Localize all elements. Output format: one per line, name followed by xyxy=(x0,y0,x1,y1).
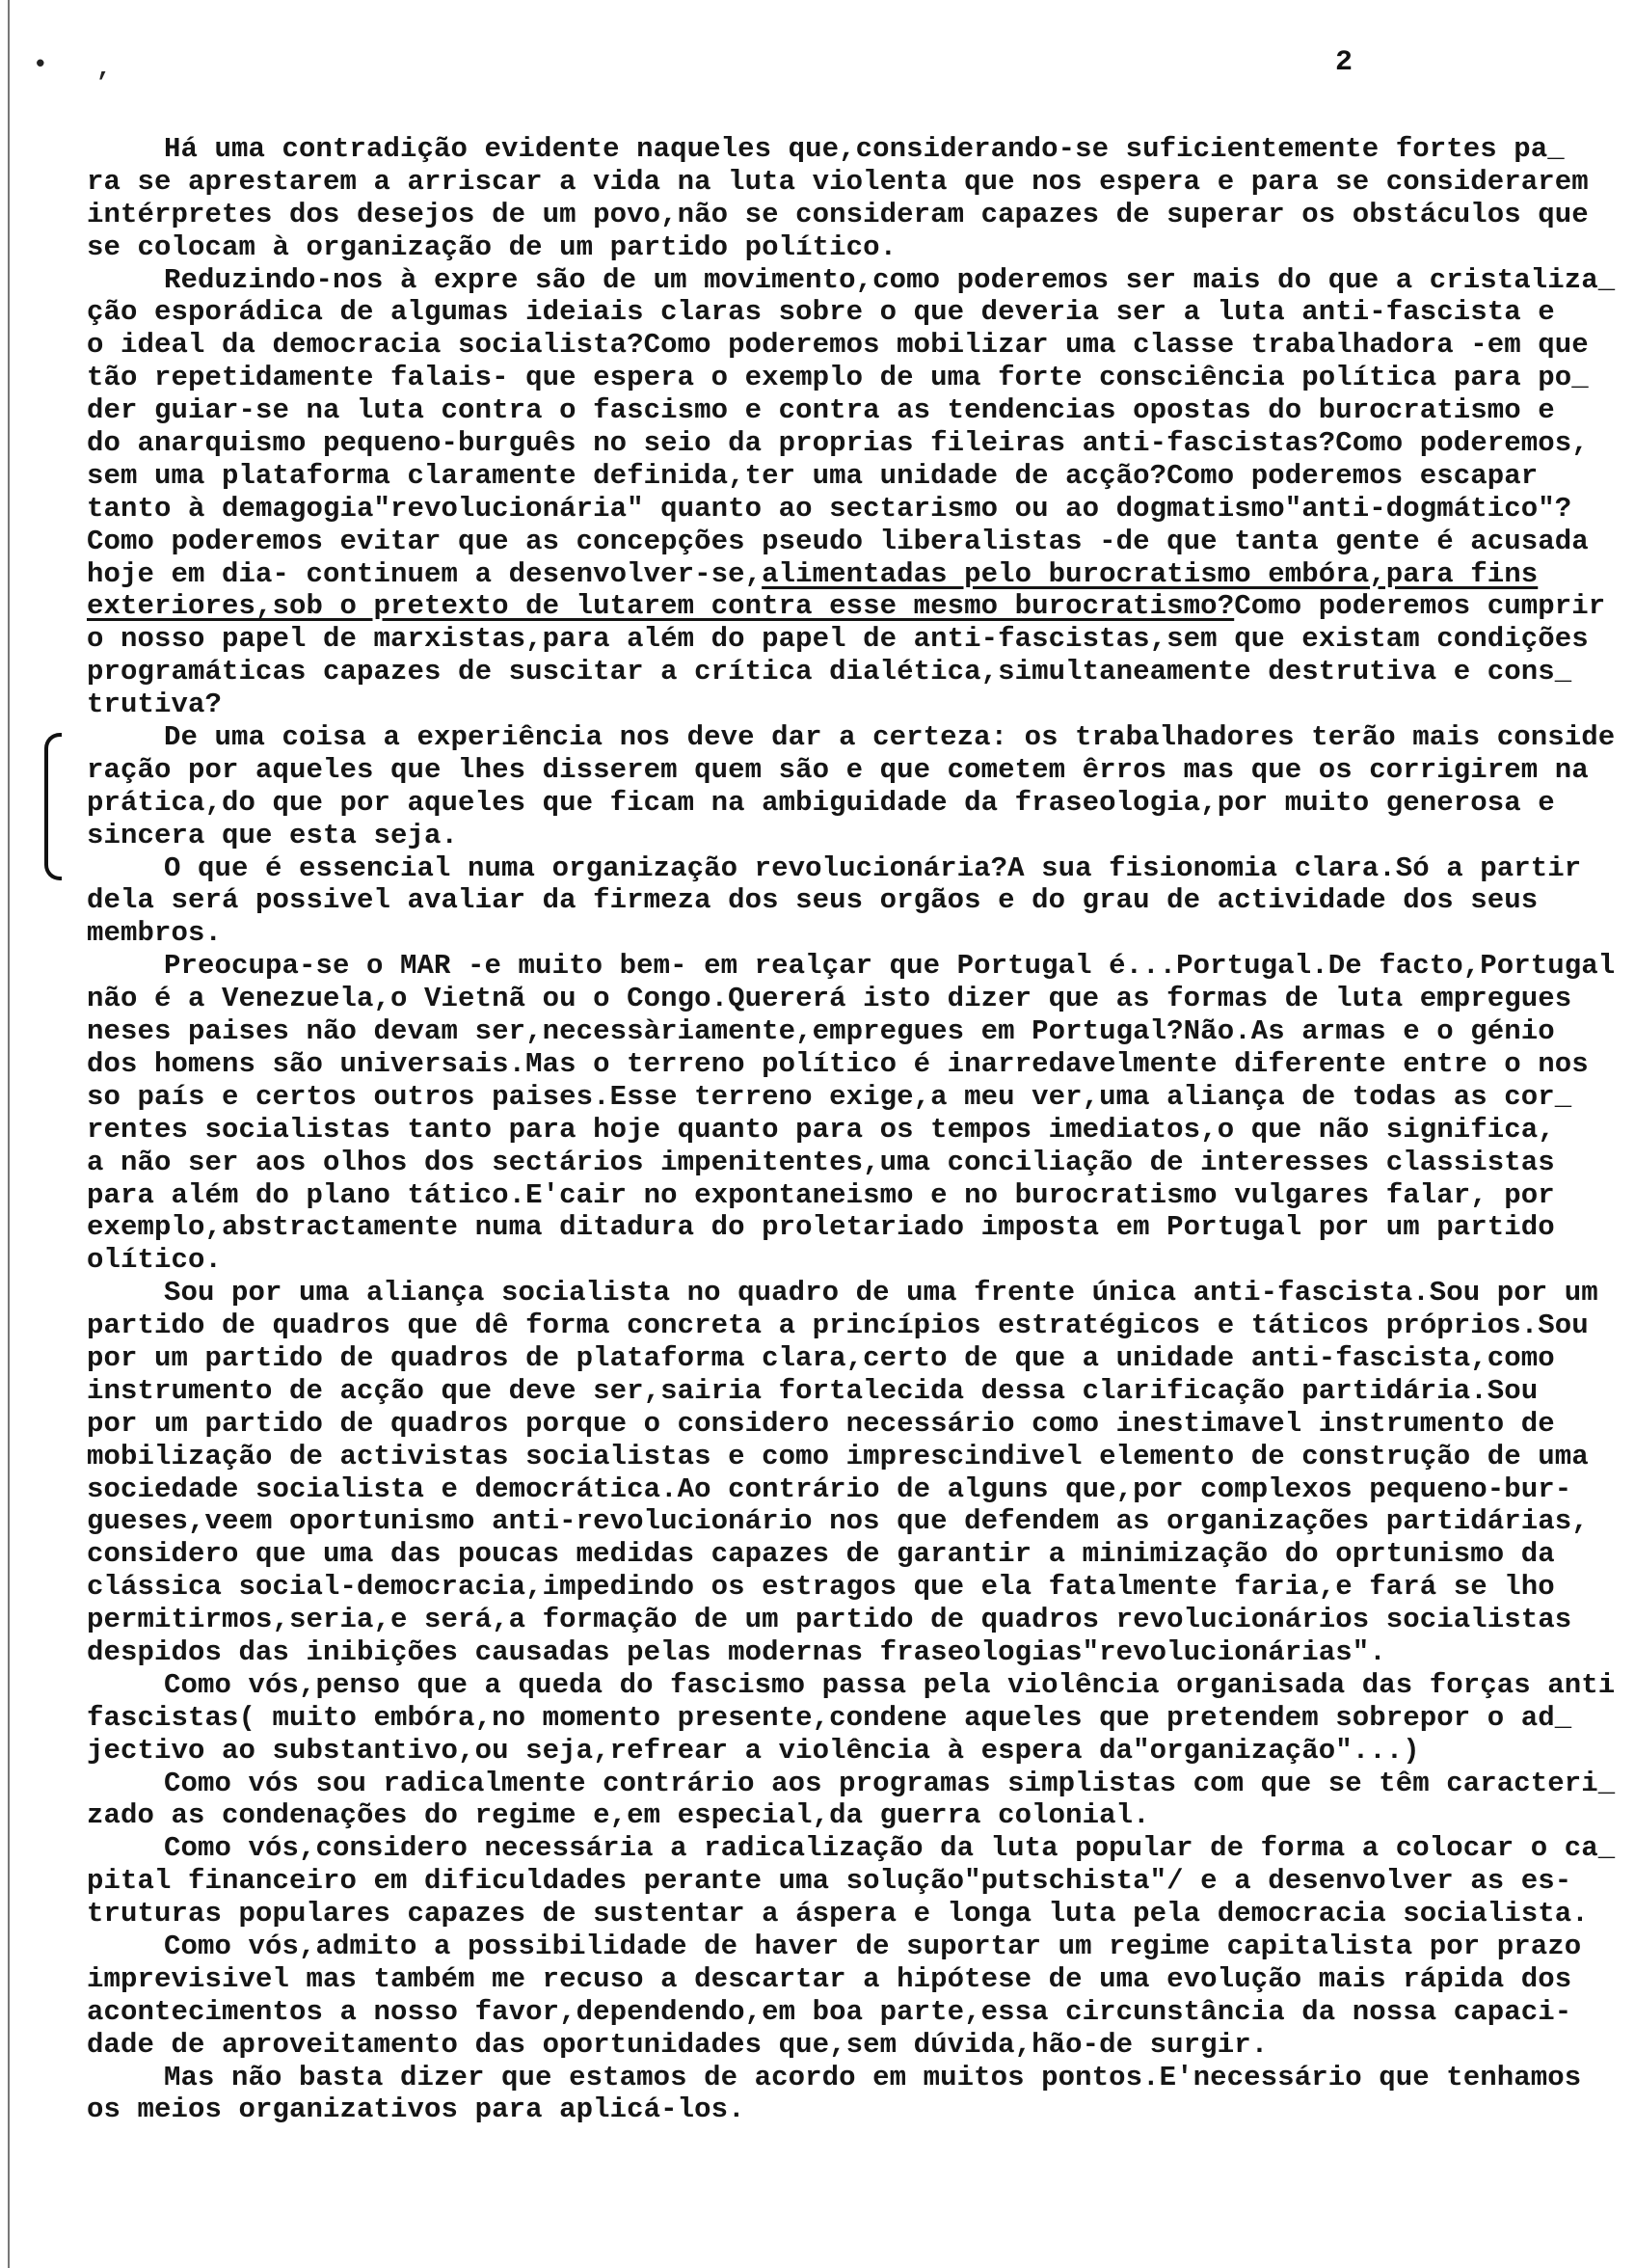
text-line: dade de aproveitamento das oportunidades que,sem dúvida,hão-de surgir. xyxy=(87,2028,1269,2061)
page-scan-edge xyxy=(8,0,10,2268)
paragraph xyxy=(87,1277,1629,1669)
text-line: trutiva? xyxy=(87,688,223,721)
paragraph xyxy=(87,852,1629,951)
text-line: De uma coisa a experiência nos deve dar a certeza: os trabalhadores terão mais conside xyxy=(164,721,1616,754)
paragraph xyxy=(87,1930,1629,2062)
text-line: despidos das inibições causadas pelas modernas fraseologias"revolucionárias". xyxy=(87,1635,1386,1668)
text-line xyxy=(87,558,1629,591)
paragraph xyxy=(87,133,1629,264)
text-line: der guiar-se na luta contra o fascismo e contra as tendencias opostas do burocratismo e xyxy=(87,394,1555,427)
text-line: truturas populares capazes de sustentar a áspera e longa luta pela democracia socialista. xyxy=(87,1898,1589,1930)
text-line: Como vós,penso que a queda do fascismo passa pela violência organisada das forças anti xyxy=(164,1668,1616,1701)
text-line: não é a Venezuela,o Vietnã ou o Congo.Quererá isto dizer que as formas de luta empregues xyxy=(87,983,1572,1015)
text-line: imprevisivel mas também me recuso a descartar a hipótese de uma evolução mais rápida dos xyxy=(87,1962,1572,1995)
text-line: intérpretes dos desejos de um povo,não se consideram capazes de superar os obstáculos que xyxy=(87,198,1589,230)
paragraph xyxy=(87,950,1629,1277)
text-line: rentes socialistas tanto para hoje quanto para os tempos imediatos,o que não significa, xyxy=(87,1113,1555,1146)
text-segment: hoje em dia- continuem a desenvolver-se, xyxy=(87,557,763,590)
text-line: sem uma plataforma claramente definida,ter uma unidade de acção?Como poderemos escapar xyxy=(87,459,1539,492)
text-line: o ideal da democracia socialista?Como poderemos mobilizar uma classe trabalhadora -em que xyxy=(87,329,1589,362)
text-line: neses paises não devam ser,necessàriamente,empregues em Portugal?Não.As armas e o génio xyxy=(87,1015,1555,1048)
text-line: os meios organizativos para aplicá-los. xyxy=(87,2093,745,2126)
text-line: dela será possivel avaliar da firmeza dos seus orgãos e do grau de actividade dos seus xyxy=(87,884,1539,917)
text-line: acontecimentos a nosso favor,dependendo,em boa parte,essa circunstância da nossa capaci- xyxy=(87,1995,1572,2028)
handwritten-margin-bracket xyxy=(44,733,62,880)
text-line: Como vós,admito a possibilidade de haver de suportar um regime capitalista por prazo xyxy=(164,1930,1582,1962)
underlined-text: exteriores,sob o pretexto de lutarem contra esse mesmo burocratismo? xyxy=(87,590,1235,623)
text-line: Reduzindo-nos à expre são de um movimento,como poderemos ser mais do que a cristaliza_ xyxy=(164,263,1616,296)
text-line: exemplo,abstractamente numa ditadura do proletariado imposta em Portugal por um partido xyxy=(87,1211,1555,1244)
text-line: Mas não basta dizer que estamos de acordo em muitos pontos.E'necessário que tenhamos xyxy=(164,2061,1582,2093)
text-line: Sou por uma aliança socialista no quadro de uma frente única anti-fascista.Sou por um xyxy=(164,1277,1598,1310)
text-line: O que é essencial numa organização revolucionária?A sua fisionomia clara.Só a partir xyxy=(164,851,1582,884)
text-line: gueses,veem oportunismo anti-revolucionário nos que defendem as organizações partidárias, xyxy=(87,1505,1589,1538)
underlined-text: alimentadas pelo burocratismo embóra,para fins xyxy=(762,557,1539,590)
text-segment: Como poderemos cumprir xyxy=(1234,590,1606,623)
text-line: partido de quadros que dê forma concreta a princípios estratégicos e táticos próprios.Sou xyxy=(87,1310,1589,1342)
text-line: ra se aprestarem a arriscar a vida na luta violenta que nos espera e para se considerarem xyxy=(87,165,1589,198)
text-line: por um partido de quadros porque o considero necessário como inestimavel instrumento de xyxy=(87,1407,1555,1440)
document-body xyxy=(87,133,1629,2126)
text-line: Há uma contradição evidente naqueles que,considerando-se suficientemente fortes pa_ xyxy=(164,133,1565,165)
text-line: programáticas capazes de suscitar a crítica dialética,simultaneamente destrutiva e cons_ xyxy=(87,656,1572,688)
text-line: fascistas( muito embóra,no momento presente,condene aqueles que pretendem sobrepor o ad_ xyxy=(87,1701,1572,1734)
paragraph xyxy=(87,1669,1629,1768)
text-line: permitirmos,seria,e será,a formação de um partido de quadros revolucionários socialistas xyxy=(87,1604,1572,1636)
text-line: ção esporádica de algumas ideiais claras sobre o que deveria ser a luta anti-fascista e xyxy=(87,296,1555,329)
paragraph xyxy=(87,1832,1629,1930)
text-line: sociedade socialista e democrática.Ao contrário de alguns que,por complexos pequeno-bur- xyxy=(87,1472,1572,1505)
paragraph xyxy=(87,721,1629,852)
text-line: Como poderemos evitar que as concepções pseudo liberalistas -de que tanta gente é acusada xyxy=(87,525,1589,557)
text-line: prática,do que por aqueles que ficam na ambiguidade da fraseologia,por muito generosa e xyxy=(87,786,1555,819)
text-line: Preocupa-se o MAR -e muito bem- em realçar que Portugal é...Portugal.De facto,Portugal xyxy=(164,950,1616,983)
text-line: o nosso papel de marxistas,para além do papel de anti-fascistas,sem que existam condições xyxy=(87,623,1589,656)
text-line: membros. xyxy=(87,917,223,950)
text-line: instrumento de acção que deve ser,sairia fortalecida dessa clarificação partidária.Sou xyxy=(87,1374,1539,1407)
text-line: pital financeiro em dificuldades perante uma solução"putschista"/ e a desenvolver as es- xyxy=(87,1865,1572,1898)
text-line: tão repetidamente falais- que espera o exemplo de uma forte consciência política para po_ xyxy=(87,362,1589,394)
text-line: sincera que esta seja. xyxy=(87,819,459,851)
text-line: para além do plano tático.E'cair no expontaneismo e no burocratismo vulgares falar, por xyxy=(87,1178,1555,1211)
text-line: so país e certos outros paises.Esse terreno exige,a meu ver,uma aliança de todas as cor_ xyxy=(87,1080,1572,1113)
text-line: mobilização de activistas socialistas e como imprescindivel elemento de construção de uma xyxy=(87,1440,1589,1472)
text-line: jectivo ao substantivo,ou seja,refrear a violência à espera da"organização"...) xyxy=(87,1734,1420,1767)
ink-mark: • xyxy=(33,50,48,79)
paragraph xyxy=(87,264,1629,721)
text-line xyxy=(87,590,1629,623)
text-line: tanto à demagogia"revolucionária" quanto ao sectarismo ou ao dogmatismo"anti-dogmático"? xyxy=(87,492,1572,525)
text-line: ração por aqueles que lhes disserem quem são e que cometem êrros mas que os corrigirem na xyxy=(87,753,1589,786)
text-line: por um partido de quadros de plataforma clara,certo de que a unidade anti-fascista,como xyxy=(87,1341,1555,1374)
text-line: a não ser aos olhos dos sectários impenitentes,uma conciliação de interesses classistas xyxy=(87,1146,1555,1178)
text-line: se colocam à organização de um partido político. xyxy=(87,230,898,263)
text-line: zado as condenações do regime e,em especial,da guerra colonial. xyxy=(87,1799,1150,1832)
text-line: dos homens são universais.Mas o terreno político é inarredavelmente diferente entre o nos xyxy=(87,1047,1589,1080)
ink-mark: , xyxy=(96,54,112,83)
text-line: clássica social-democracia,impedindo os estragos que ela fatalmente faria,e fará se lho xyxy=(87,1571,1555,1604)
page-number: 2 xyxy=(1335,46,1354,79)
text-line: Como vós sou radicalmente contrário aos programas simplistas com que se têm caracteri_ xyxy=(164,1767,1616,1799)
text-line: Como vós,considero necessária a radicalização da luta popular de forma a colocar o ca_ xyxy=(164,1832,1616,1865)
paragraph xyxy=(87,1768,1629,1833)
text-line: olítico. xyxy=(87,1244,223,1277)
text-line: considero que uma das poucas medidas capazes de garantir a minimização do oprtunismo da xyxy=(87,1538,1555,1571)
text-line: do anarquismo pequeno-burguês no seio da proprias fileiras anti-fascistas?Como poderemos, xyxy=(87,427,1589,460)
paragraph xyxy=(87,2062,1629,2127)
